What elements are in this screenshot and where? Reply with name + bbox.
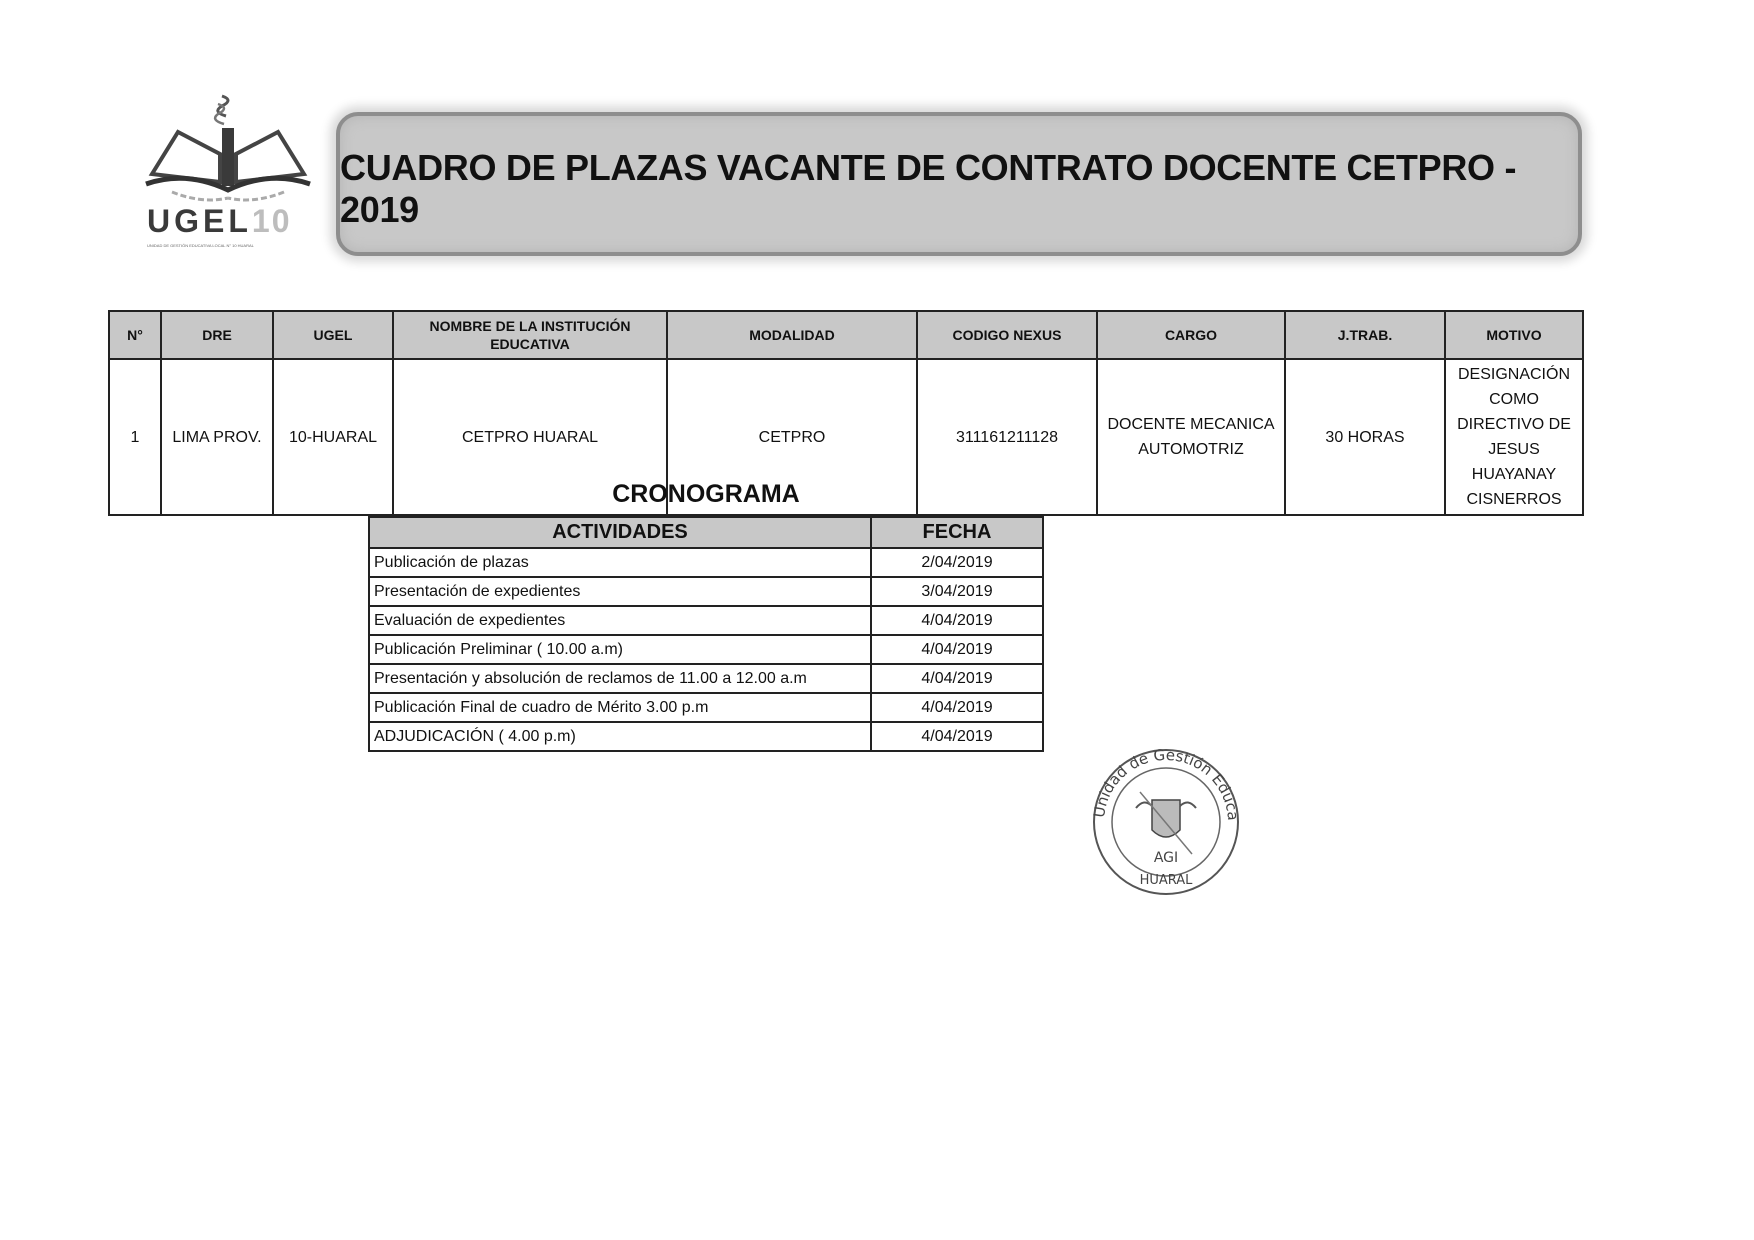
- cell-hours: 30 HORAS: [1285, 359, 1445, 515]
- header-cell: UGEL: [273, 311, 393, 359]
- cell-institution: CETPRO HUARAL: [393, 359, 667, 515]
- cell-number: 1: [109, 359, 161, 515]
- activity-date: 4/04/2019: [871, 606, 1043, 635]
- header-cell: MODALIDAD: [667, 311, 917, 359]
- table-row: [369, 577, 1043, 606]
- schedule-title: CRONOGRAMA: [612, 480, 800, 508]
- logo-wordmark: UGEL10: [147, 203, 292, 239]
- header-cell: DRE: [161, 311, 273, 359]
- header-activities: ACTIVIDADES: [369, 517, 871, 548]
- activity: Publicación Preliminar ( 10.00 a.m): [369, 635, 871, 664]
- title-banner: [336, 112, 1582, 256]
- activity-date: 4/04/2019: [871, 693, 1043, 722]
- cell-reason: DESIGNACIÓN COMO DIRECTIVO DE JESUS HUAYANAY CISNERROS: [1445, 359, 1583, 515]
- svg-text:Unidad de Gestión Educativa Lo: Unidad de Gestión Educa: [1090, 748, 1243, 822]
- schedule-header-row: [369, 517, 1043, 548]
- cell-position: DOCENTE MECANICA AUTOMOTRIZ: [1097, 359, 1285, 515]
- seal-center-text: AGI: [1153, 850, 1179, 866]
- table-row: [369, 548, 1043, 577]
- table-row: [369, 664, 1043, 693]
- header-cell: N°: [109, 311, 161, 359]
- cell-nexus-code: 311161211128: [917, 359, 1097, 515]
- activity: Presentación de expedientes: [369, 577, 871, 606]
- table-row: [369, 722, 1043, 751]
- activity: Evaluación de expedientes: [369, 606, 871, 635]
- header-cell: CODIGO NEXUS: [917, 311, 1097, 359]
- header-cell: MOTIVO: [1445, 311, 1583, 359]
- schedule-table: [368, 516, 1044, 752]
- header-cell: CARGO: [1097, 311, 1285, 359]
- ugel-logo: [142, 92, 314, 252]
- seal-bottom-text: HUARAL: [1139, 873, 1193, 888]
- activity: Publicación Final de cuadro de Mérito 3.00 p.m: [369, 693, 871, 722]
- table-row: [369, 606, 1043, 635]
- activity: Presentación y absolución de reclamos de 11.00 a 12.00 a.m: [369, 664, 871, 693]
- activity-date: 4/04/2019: [871, 722, 1043, 751]
- cell-dre: LIMA PROV.: [161, 359, 273, 515]
- header-cell: NOMBRE DE LA INSTITUCIÓN EDUCATIVA: [393, 311, 667, 359]
- activity: Publicación de plazas: [369, 548, 871, 577]
- activity-date: 4/04/2019: [871, 635, 1043, 664]
- official-seal: [1088, 748, 1244, 896]
- activity-date: 2/04/2019: [871, 548, 1043, 577]
- page-title: CUADRO DE PLAZAS VACANTE DE CONTRATO DOCENTE CETPRO - 2019: [340, 147, 1517, 230]
- activity: ADJUDICACIÓN ( 4.00 p.m): [369, 722, 871, 751]
- activity-date: 3/04/2019: [871, 577, 1043, 606]
- table-row: [369, 635, 1043, 664]
- logo-subtitle: UNIDAD DE GESTIÓN EDUCATIVA LOCAL N° 10 HUARAL: [147, 243, 254, 248]
- header-cell: J.TRAB.: [1285, 311, 1445, 359]
- activity-date: 4/04/2019: [871, 664, 1043, 693]
- vacancy-header-row: [109, 311, 1583, 359]
- table-row: [369, 693, 1043, 722]
- cell-ugel: 10-HUARAL: [273, 359, 393, 515]
- header-date: FECHA: [871, 517, 1043, 548]
- cell-modality: CETPRO: [667, 359, 917, 515]
